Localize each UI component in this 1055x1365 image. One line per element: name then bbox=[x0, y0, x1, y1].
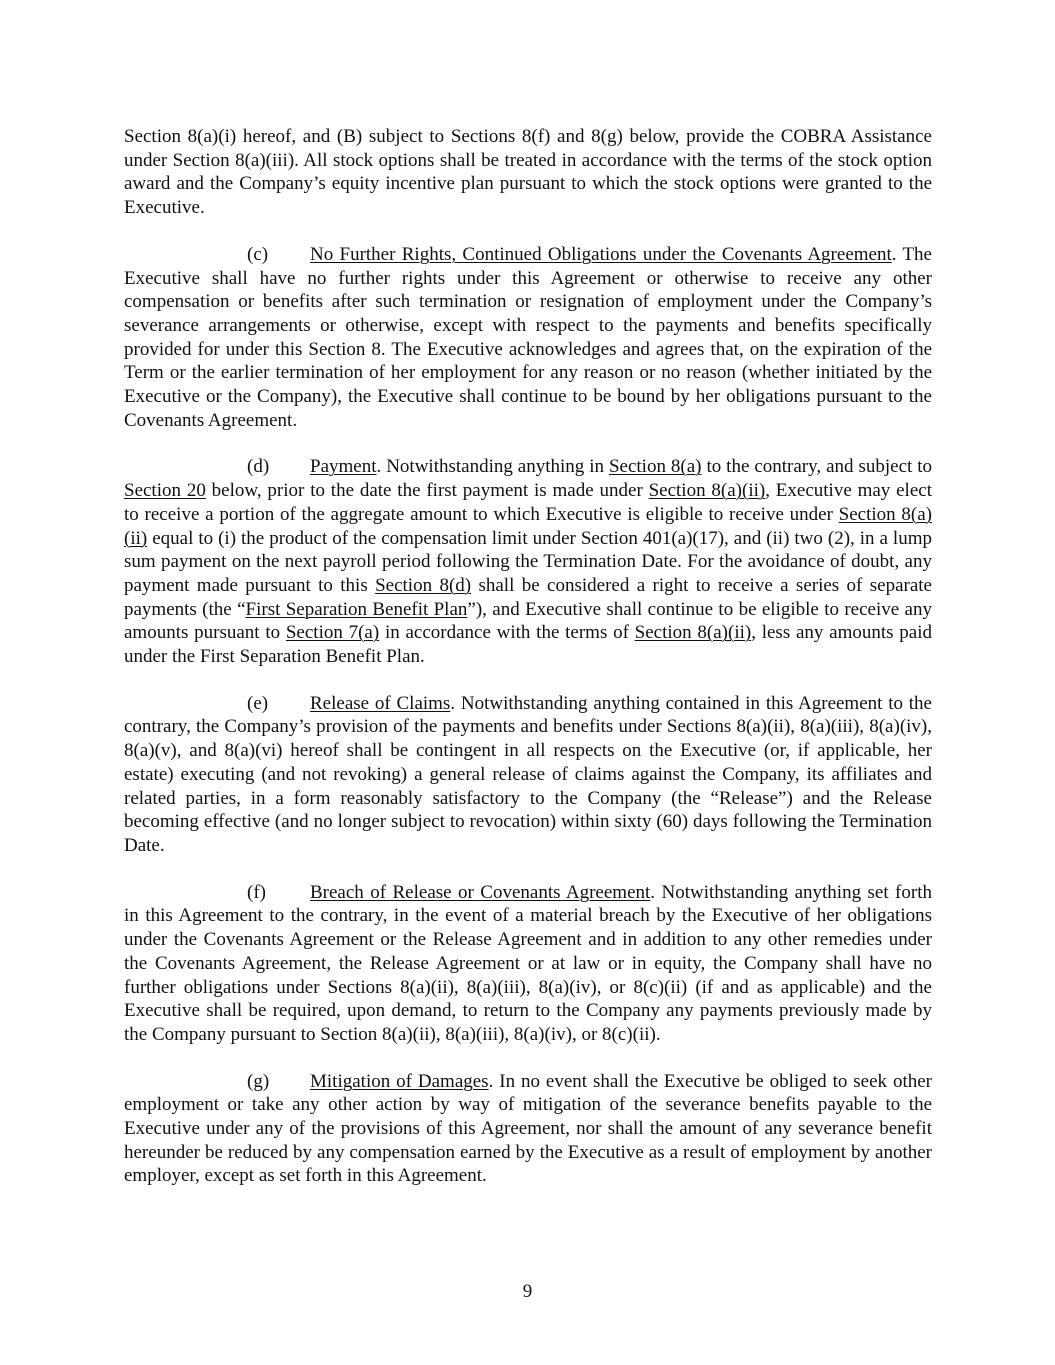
section-d-reference: Section 7(a) bbox=[285, 622, 380, 644]
section-d-text: equal to (i) the product of the compensation limit under Section 401(a)(17), and (ii) two (2), in a lump sum payment on the next payroll period following the Termination Date. For the avoidance of doubt, any payment made pursuant to this bbox=[124, 527, 932, 596]
section-d-text: . Notwithstanding anything in bbox=[376, 456, 609, 478]
section-d-text: shall be considered a right to receive a series of separate payments (the “ bbox=[124, 574, 932, 620]
section-d-reference: Section 8(a) bbox=[608, 456, 702, 478]
document-page bbox=[124, 125, 932, 1211]
section-d-reference: Section 8(a)(ii) bbox=[124, 503, 933, 549]
section-d-text: , less any amounts paid under the First Separation Benefit Plan. bbox=[124, 622, 932, 668]
section-d-heading: Payment bbox=[310, 456, 377, 478]
section-c-label: (c) bbox=[247, 243, 269, 265]
section-e-body: . Notwithstanding anything contained in this Agreement to the contrary, the Company’s provision of the payments and benefits under Sections 8(a)(ii), 8(a)(iii), 8(a)(iv), 8(a)(v), and 8(a)(vi) hereof shall be contingent in all respects on the Executive (or, if applicable, her estate) executing (and not revoking) a general release of claims against the Company, its affiliates and related parties, in a form reasonably satisfactory to the Company (the “Release”) and the Release becoming effective (and no longer subject to revocation) within sixty (60) days following the Termination Date. bbox=[124, 692, 932, 856]
section-d-text: ”), and Executive shall continue to be eligible to receive any amounts pursuant to bbox=[124, 598, 932, 644]
section-d-reference: Section 8(d) bbox=[375, 574, 472, 596]
section-d-paragraph bbox=[124, 455, 932, 668]
section-d-text: , Executive may elect to receive a portion of the aggregate amount to which Executive is eligible to receive under bbox=[124, 480, 932, 525]
section-f-label: (f) bbox=[247, 881, 266, 903]
section-d-reference: Section 8(a)(ii) bbox=[648, 480, 766, 502]
page-number: 9 bbox=[522, 1281, 533, 1302]
section-f-paragraph bbox=[124, 881, 932, 1047]
continuation-paragraph bbox=[124, 125, 932, 220]
section-d-text: to the contrary, and subject to bbox=[701, 456, 933, 478]
section-d-reference: Section 20 bbox=[124, 480, 206, 502]
section-g-body: . In no event shall the Executive be obliged to seek other employment or take any other action by way of mitigation of the severance benefits payable to the Executive under any of the provisions of this Agreement, nor shall the amount of any severance benefit hereunder be reduced by any compensation earned by the Executive as a result of employment by another employer, except as set forth in this Agreement. bbox=[124, 1070, 932, 1187]
section-d-text: in accordance with the terms of bbox=[379, 622, 635, 644]
section-d-reference: Section 8(a)(ii) bbox=[634, 622, 752, 644]
section-c-paragraph bbox=[124, 243, 932, 433]
section-c-heading: No Further Rights, Continued Obligations under the Covenants Agreement bbox=[310, 243, 892, 265]
section-f-body: . Notwithstanding anything set forth in this Agreement to the contrary, in the event of a material breach by the Executive of her obligations under the Covenants Agreement or the Release Agreement and in addition to any other remedies under the Covenants Agreement, the Release Agreement or at law or in equity, the Company shall have no further obligations under Sections 8(a)(ii), 8(a)(iii), 8(a)(iv), or 8(c)(ii) (if and as applicable) and the Executive shall be required, upon demand, to return to the Company any payments previously made by the Company pursuant to Section 8(a)(ii), 8(a)(iii), 8(a)(iv), or 8(c)(ii). bbox=[124, 881, 932, 1045]
section-c-body: . The Executive shall have no further rights under this Agreement or otherwise to receive any other compensation or benefits after such termination or resignation of employment under the Company’s severance arrangements or otherwise, except with respect to the payments and benefits specifically provided for under this Section 8. The Executive acknowledges and agrees that, on the expiration of the Term or the earlier termination of her employment for any reason or no reason (whether initiated by the Executive or the Company), the Executive shall continue to be bound by her obligations pursuant to the Covenants Agreement. bbox=[124, 243, 932, 431]
section-d-text: below, prior to the date the first payment is made under bbox=[205, 480, 649, 502]
section-f-heading: Breach of Release or Covenants Agreement bbox=[310, 881, 651, 903]
section-e-paragraph bbox=[124, 692, 932, 858]
section-g-heading: Mitigation of Damages bbox=[310, 1070, 489, 1092]
section-e-label: (e) bbox=[247, 692, 269, 714]
section-e-heading: Release of Claims bbox=[310, 692, 451, 714]
section-d-defined-term: First Separation Benefit Plan bbox=[245, 598, 468, 620]
section-g-label: (g) bbox=[247, 1070, 270, 1092]
section-d-label: (d) bbox=[247, 456, 270, 478]
section-g-paragraph bbox=[124, 1070, 932, 1189]
continuation-text: Section 8(a)(i) hereof, and (B) subject to Sections 8(f) and 8(g) below, provide the COBRA Assistance under Section 8(a)(iii). All stock options shall be treated in accordance with the terms of the stock option award and the Company’s equity incentive plan pursuant to which the stock options were granted to the Executive. bbox=[124, 126, 932, 219]
